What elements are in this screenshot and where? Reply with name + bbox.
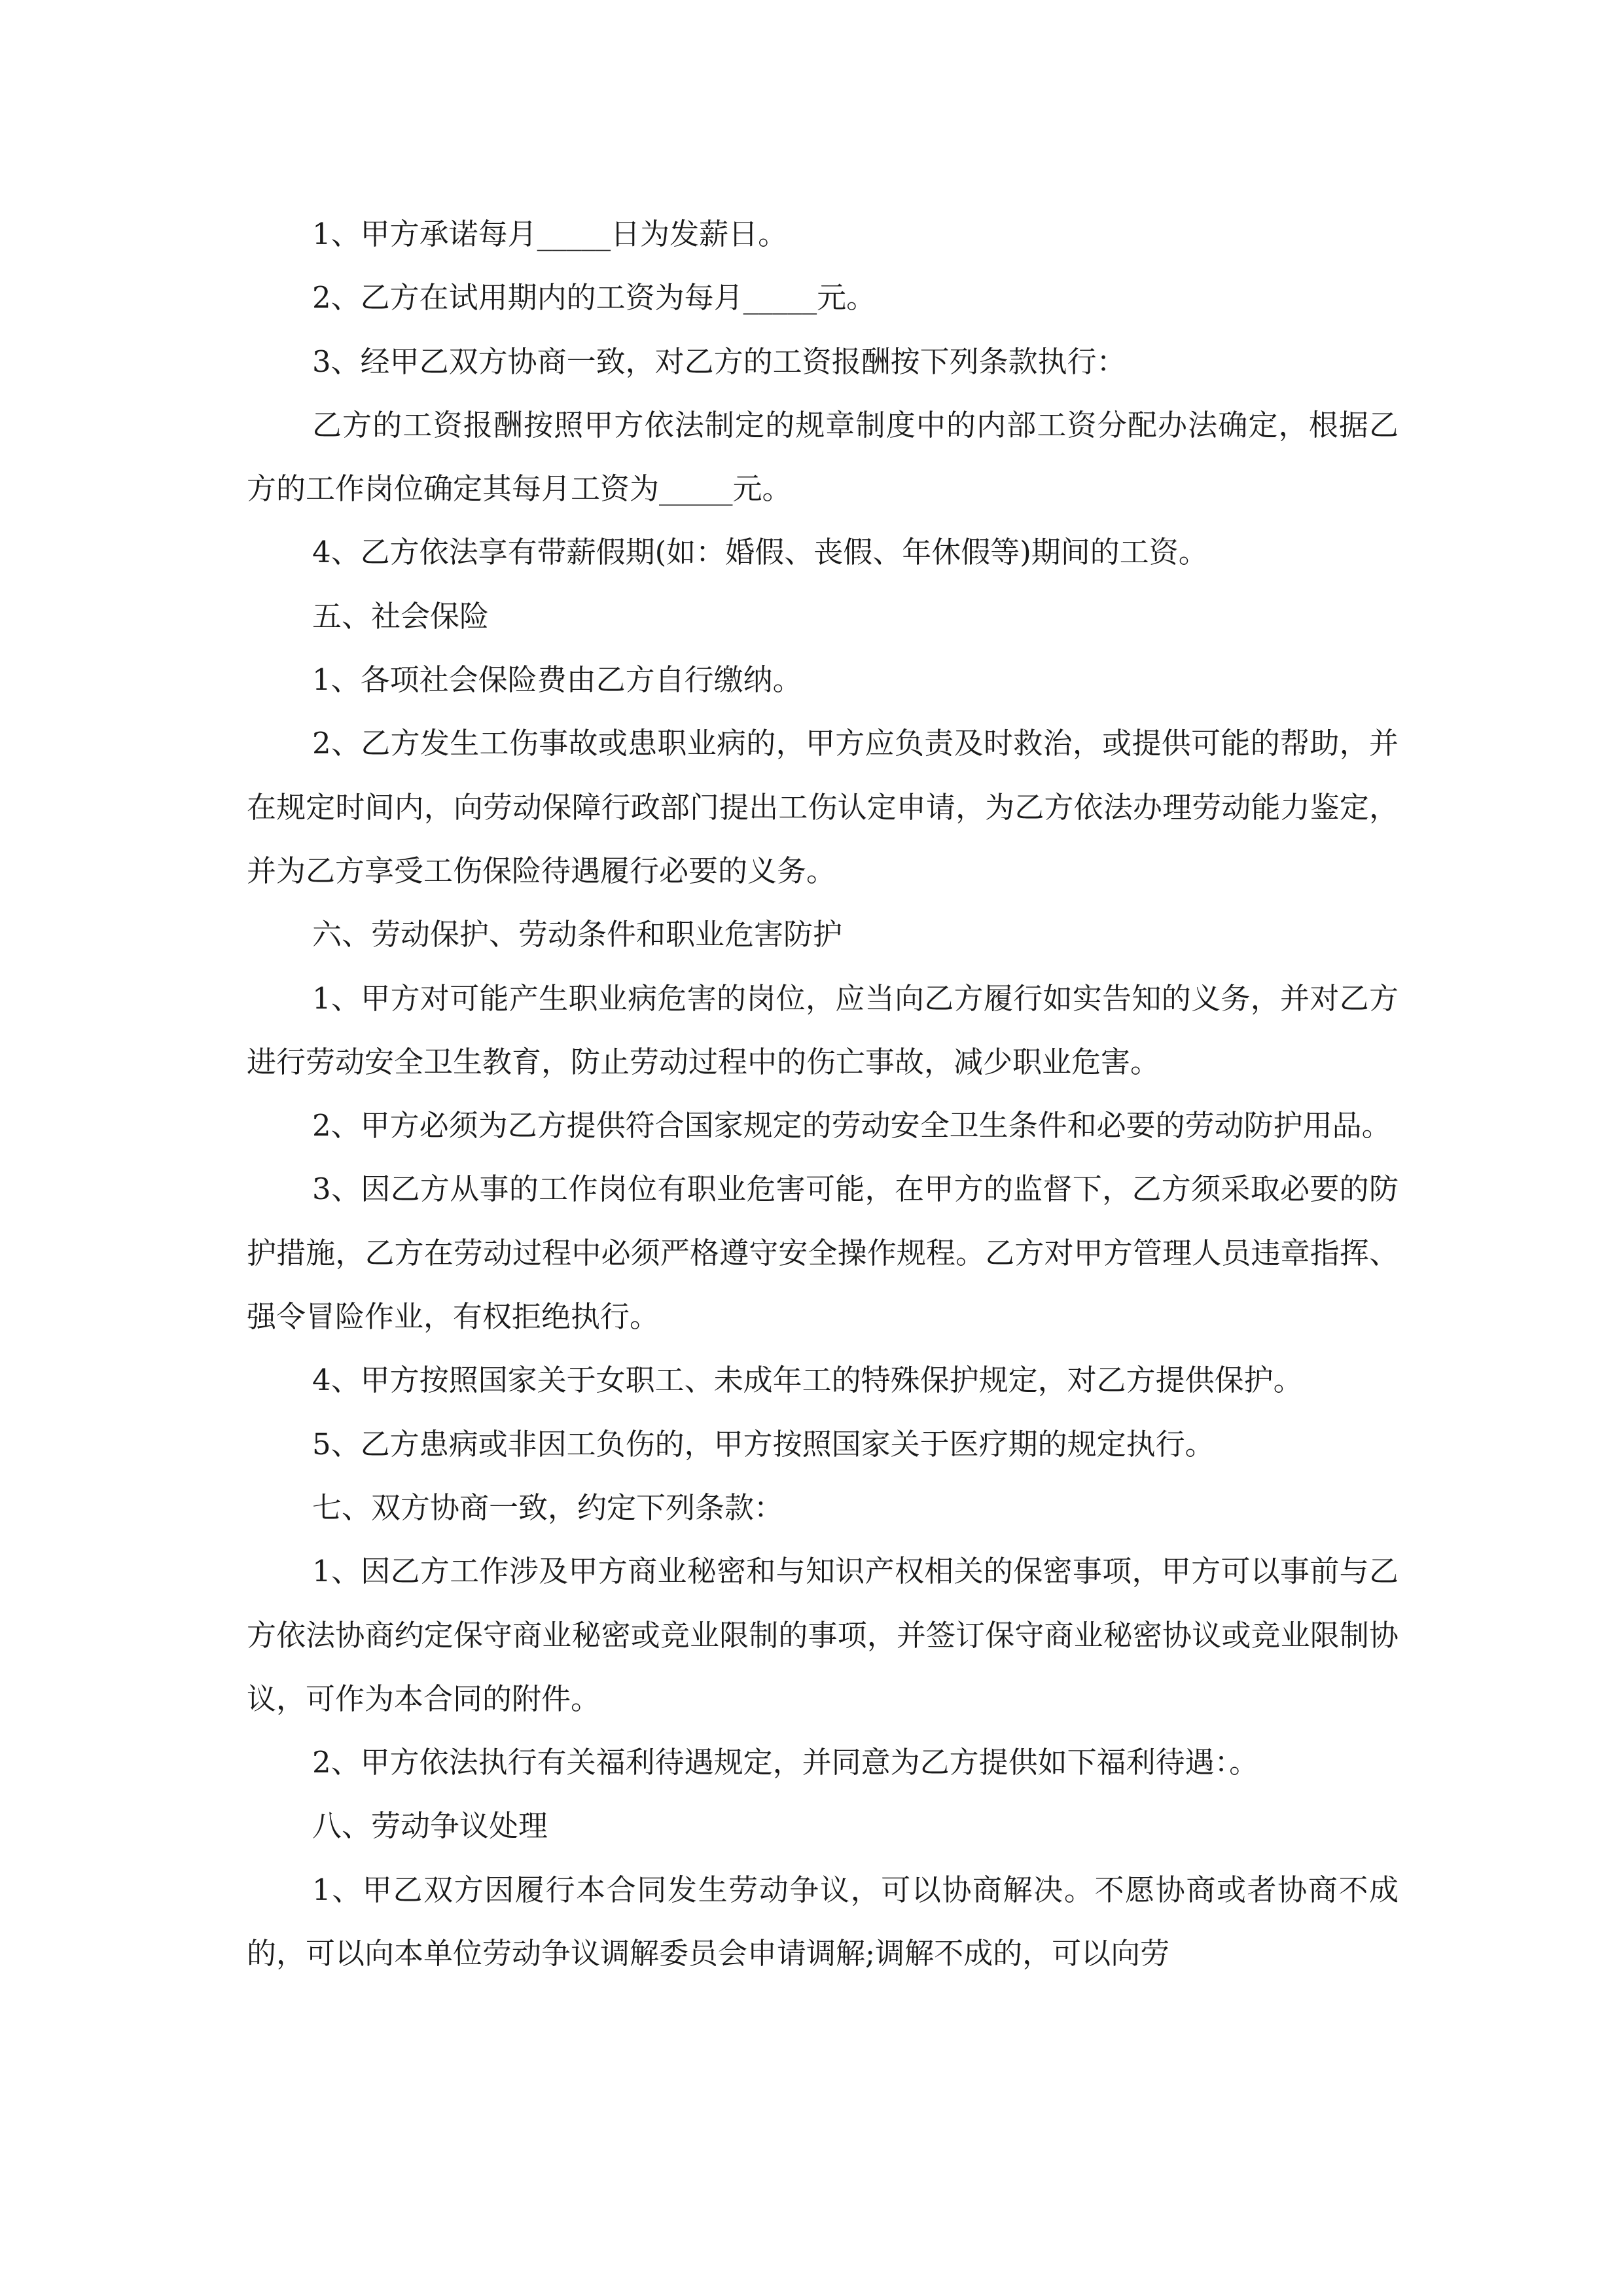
section-heading: 八、劳动争议处理 — [312, 1808, 548, 1844]
clause-paragraph: 1、因乙方工作涉及甲方商业秘密和与知识产权相关的保密事项，甲方可以事前与乙方依法协商约定保守商业秘密或竞业限制的事项，并签订保守商业秘密协议或竞业限制协议，可作为本合同的附件。 — [247, 1554, 1399, 1716]
clause-paragraph: 1、甲方对可能产生职业病危害的岗位，应当向乙方履行如实告知的义务，并对乙方进行劳动安全卫生教育，防止劳动过程中的伤亡事故，减少职业危害。 — [247, 980, 1399, 1079]
clause-paragraph: 1、甲方承诺每月_____日为发薪日。 — [312, 217, 788, 251]
section-heading: 六、劳动保护、劳动条件和职业危害防护 — [312, 917, 843, 952]
contract-body — [247, 202, 1399, 1985]
clause-paragraph: 2、甲方依法执行有关福利待遇规定，并同意为乙方提供如下福利待遇：。 — [312, 1745, 1259, 1780]
clause-paragraph: 2、乙方在试用期内的工资为每月_____元。 — [312, 280, 876, 315]
clause-paragraph: 5、乙方患病或非因工负伤的，甲方按照国家关于医疗期的规定执行。 — [312, 1426, 1215, 1462]
section-heading: 七、双方协商一致，约定下列条款： — [312, 1490, 784, 1525]
clause-paragraph: 3、经甲乙双方协商一致，对乙方的工资报酬按下列条款执行： — [312, 344, 1126, 379]
section-heading: 五、社会保险 — [312, 598, 490, 634]
clause-paragraph: 2、乙方发生工伤事故或患职业病的，甲方应负责及时救治，或提供可能的帮助，并在规定时间内，向劳动保障行政部门提出工伤认定申请，为乙方依法办理劳动能力鉴定，并为乙方享受工伤保险待遇履行必要的义务。 — [247, 726, 1399, 888]
clause-paragraph: 4、乙方依法享有带薪假期(如：婚假、丧假、年休假等)期间的工资。 — [312, 535, 1208, 570]
clause-paragraph: 3、因乙方从事的工作岗位有职业危害可能，在甲方的监督下，乙方须采取必要的防护措施，乙方在劳动过程中必须严格遵守安全操作规程。乙方对甲方管理人员违章指挥、强令冒险作业，有权拒绝执行。 — [247, 1172, 1399, 1335]
clause-paragraph: 2、甲方必须为乙方提供符合国家规定的劳动安全卫生条件和必要的劳动防护用品。 — [312, 1108, 1391, 1143]
clause-paragraph: 1、各项社会保险费由乙方自行缴纳。 — [312, 662, 802, 698]
clause-paragraph: 1、甲乙双方因履行本合同发生劳动争议，可以协商解决。不愿协商或者协商不成的，可以向本单位劳动争议调解委员会申请调解;调解不成的，可以向劳 — [247, 1872, 1399, 1971]
clause-paragraph: 乙方的工资报酬按照甲方依法制定的规章制度中的内部工资分配办法确定，根据乙方的工作岗位确定其每月工资为_____元。 — [247, 407, 1399, 507]
clause-paragraph: 4、甲方按照国家关于女职工、未成年工的特殊保护规定，对乙方提供保护。 — [312, 1363, 1303, 1398]
